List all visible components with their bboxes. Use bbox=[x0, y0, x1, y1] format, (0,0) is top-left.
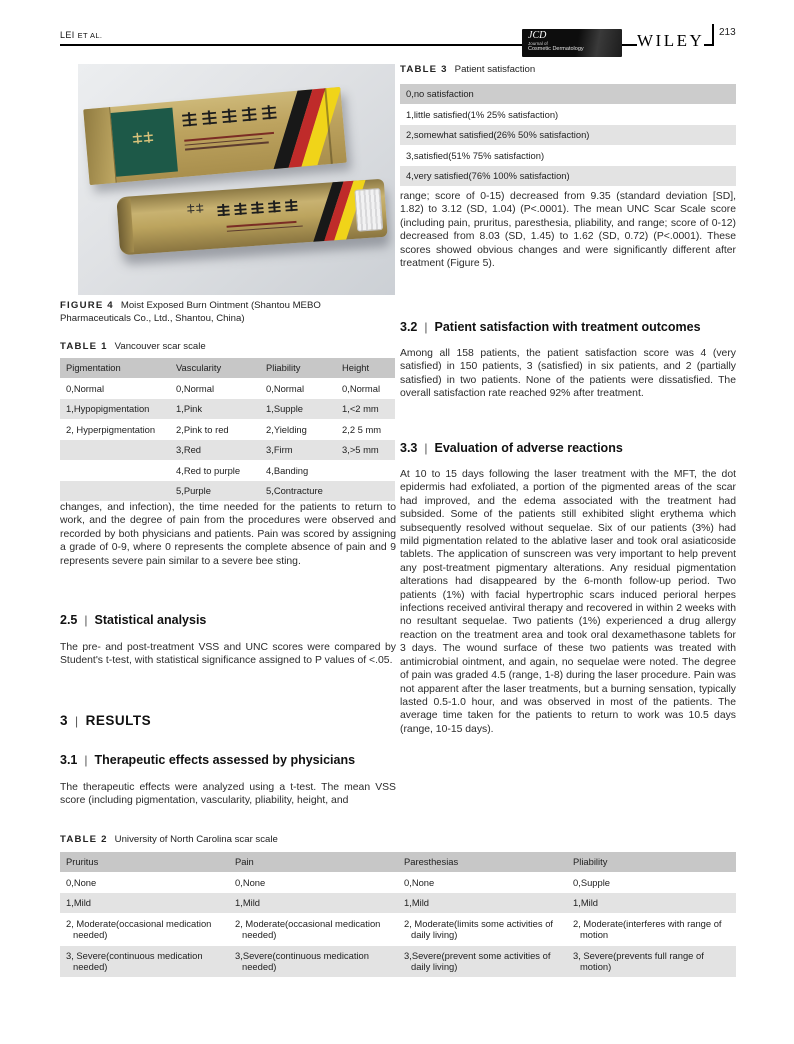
section-title: Patient satisfaction with treatment outcomes bbox=[434, 320, 701, 334]
table1-cell: 0,Normal bbox=[66, 382, 105, 394]
header-rule-mid bbox=[622, 44, 637, 46]
publisher-wordmark: WILEY bbox=[637, 31, 705, 50]
table2-cell: 1,Mild bbox=[235, 897, 261, 908]
table3-row bbox=[400, 105, 736, 126]
table1-cell: 5,Contracture bbox=[266, 485, 323, 496]
table2-cell: 3,Severe(continuous medication needed) bbox=[235, 949, 369, 972]
table2-row bbox=[60, 946, 736, 978]
figure4-caption-text: Moist Exposed Burn Ointment (Shantou MEBO Pharmaceuticals Co., Ltd., Shantou, China) bbox=[60, 300, 321, 324]
table1-row bbox=[60, 399, 395, 420]
running-head bbox=[60, 30, 102, 40]
heading-divider: | bbox=[424, 320, 428, 334]
table1-col-header: Pliability bbox=[266, 362, 301, 373]
brand-seal-chinese bbox=[132, 131, 155, 145]
table2-cell: 3, Severe(prevents full range of motion) bbox=[573, 949, 704, 972]
table1-cell: 4,Red to purple bbox=[176, 464, 241, 476]
table1-cell: 1,<2 mm bbox=[342, 403, 379, 414]
table2-cell: 2, Moderate(occasional medication needed) bbox=[235, 917, 381, 940]
running-head-authors: LEI bbox=[60, 30, 75, 40]
results-continuation-paragraph: range; score of 0-15) decreased from 9.35 (standard deviation [SD], 1.82) to 3.12 (SD, 1.04) (P<.0001). The mean UNC Scar Scale score (including pain, pruritus, paresthesia, pliability, and range; score of 0-12) decreased from 8.03 (SD, 1.45) to 1.62 (SD, 0.72) (P<.0001). These scores showed obvious changes and were significantly different after treatment (Figure 5). bbox=[400, 191, 736, 270]
section-3-heading bbox=[60, 713, 151, 728]
table3-cell: 0,no satisfaction bbox=[406, 88, 474, 99]
heading-divider: | bbox=[84, 613, 88, 627]
table3-row bbox=[400, 146, 736, 167]
table1-cell: 3,>5 mm bbox=[342, 444, 379, 455]
table2-cell: 2, Moderate(occasional medication needed) bbox=[66, 917, 212, 940]
box-product-name-chinese bbox=[182, 105, 277, 127]
table2-cell: 0,None bbox=[66, 876, 97, 888]
table3-cell: 1,little satisfied(1% 25% satisfaction) bbox=[406, 108, 559, 120]
running-head-etal: ET AL. bbox=[77, 31, 103, 40]
table1-cell: 2, Hyperpigmentation bbox=[66, 423, 156, 435]
tube-fine-print bbox=[226, 217, 307, 235]
table1-cell: 1,Supple bbox=[266, 403, 304, 414]
table1-cell bbox=[336, 481, 395, 501]
figure4-photo bbox=[78, 64, 395, 295]
header-rule-right bbox=[704, 44, 712, 46]
table3-cell: 4,very satisfied(76% 100% satisfaction) bbox=[406, 170, 570, 181]
table3-caption bbox=[400, 64, 535, 75]
table1-cell bbox=[60, 481, 170, 501]
table2-caption bbox=[60, 834, 278, 845]
table2-title: University of North Carolina scar scale bbox=[114, 834, 278, 845]
section-3-3-heading bbox=[400, 441, 623, 455]
table1 bbox=[60, 358, 395, 502]
table3-row bbox=[400, 166, 736, 187]
journal-name-line1: Journal of bbox=[528, 41, 548, 46]
table2-cell: 1,Mild bbox=[573, 897, 599, 908]
table2-row bbox=[60, 914, 736, 946]
header-rule-left bbox=[60, 44, 522, 46]
journal-logo bbox=[522, 29, 622, 57]
section-number: 3.3 bbox=[400, 441, 418, 455]
table1-cell: 3,Firm bbox=[266, 444, 293, 455]
heading-divider: | bbox=[424, 441, 428, 455]
table3-cell: 3,satisfied(51% 75% satisfaction) bbox=[406, 149, 545, 161]
table3-label: TABLE 3 bbox=[400, 64, 448, 75]
table1-cell: 0,Normal bbox=[342, 382, 381, 394]
table1-title: Vancouver scar scale bbox=[114, 341, 206, 352]
patient-satisfaction-paragraph: Among all 158 patients, the patient satisfaction score was 4 (very satisfied) in 150 patients, 3 (satisfied) in six patients, and 2 (partially satisfied) in two patients. None of the patients were dissatisfied. The overall satisfaction rate reached 92% after treatment. bbox=[400, 348, 736, 400]
table1-cell bbox=[336, 461, 395, 481]
table1-header-row bbox=[60, 358, 395, 379]
table2-header-row bbox=[60, 852, 736, 873]
section-3-2-heading bbox=[400, 320, 701, 334]
journal-name-line2: Cosmetic Dermatology bbox=[528, 46, 584, 52]
table3-row bbox=[400, 84, 736, 105]
table2-cell: 3,Severe(prevent some activities of daily living) bbox=[404, 949, 551, 972]
journal-abbr: JCD bbox=[528, 30, 547, 41]
section-3-1-heading bbox=[60, 753, 355, 767]
table2-cell: 3, Severe(continuous medication needed) bbox=[66, 949, 203, 972]
table2-col-header: Pruritus bbox=[66, 856, 99, 867]
table1-col-header: Height bbox=[342, 362, 370, 373]
therapeutic-effects-paragraph: The therapeutic effects were analyzed using a t-test. The mean VSS score (including pigmentation, vascularity, pliability, height, and bbox=[60, 782, 396, 807]
box-green-panel bbox=[111, 108, 178, 177]
page-number-rule bbox=[712, 24, 714, 46]
statistical-analysis-paragraph: The pre- and post-treatment VSS and UNC scores were compared by Student's t-test, with statistical significance assigned to P values of <.05. bbox=[60, 642, 396, 667]
table2-cell: 1,Mild bbox=[404, 897, 430, 908]
table2 bbox=[60, 852, 736, 978]
table1-row bbox=[60, 481, 395, 502]
section-2-5-heading bbox=[60, 613, 206, 627]
section-title: Evaluation of adverse reactions bbox=[434, 441, 623, 455]
table1-cell: 1,Hypopigmentation bbox=[66, 403, 150, 414]
table1-cell bbox=[60, 440, 170, 460]
table1-cell: 1,Pink bbox=[176, 403, 203, 414]
table2-cell: 0,Supple bbox=[573, 876, 611, 888]
page-number: 213 bbox=[719, 27, 736, 38]
ointment-box bbox=[83, 87, 347, 185]
table1-cell bbox=[60, 461, 170, 481]
table1-row bbox=[60, 440, 395, 461]
table1-caption bbox=[60, 341, 206, 352]
table1-row bbox=[60, 461, 395, 482]
table2-row bbox=[60, 873, 736, 894]
heading-divider: | bbox=[75, 714, 79, 728]
box-color-stripes bbox=[271, 87, 344, 177]
table1-cell: 3,Red bbox=[176, 444, 202, 455]
adverse-reactions-paragraph: At 10 to 15 days following the laser treatment with the MFT, the dot epidermis had exfoliated, a portion of the pigmented areas of the scar had improved, and the edema associated with the treatment had subsided. Some of the patients still exhibited slight erythema which subsequently resolved without sequelae. Six of our patients (3%) had mild pigmentation related to the ablative laser and took oral asiaticoside tablets. The application of sunscreen was very important to help prevent any post-treatment pigmentary alterations. Any residual pigmentation alterations had disappeared by the 6-month follow-up period. Two patients (1%) with facial hypertrophic scars induced perioral herpes infections received antiviral therapy and recovered in within 2 weeks with no resultant sequelae. Two patients (1%) experienced a drug allergy reaction on the treatment area and took oral dexamethasone tablets for 3 days. The wound surface of these two patients was treated with antimicrobial ointment, and again, no sequelae were noted. The degree of pain was graded 4.5 (range, 1-8) during the laser procedure. Pain was not apparent after the laser treatments, but a burning sensation, typically lasted 0.5-1.0 hour, and was observed in most of the patients. The average time taken for the patients to return to work was 10.5 days (range, 10-15 days). bbox=[400, 469, 736, 735]
tube-crimped-end bbox=[116, 198, 134, 253]
table3-row bbox=[400, 125, 736, 146]
heading-divider: | bbox=[84, 753, 88, 767]
tube-product-name-chinese bbox=[217, 199, 298, 217]
table2-cell: 2, Moderate(interferes with range of motion bbox=[573, 917, 722, 940]
table2-cell: 2, Moderate(limits some activities of daily living) bbox=[404, 917, 554, 940]
table3-title: Patient satisfaction bbox=[454, 64, 536, 75]
section-number: 3 bbox=[60, 713, 69, 728]
table3-cell: 2,somewhat satisfied(26% 50% satisfaction) bbox=[406, 129, 590, 140]
section-number: 3.1 bbox=[60, 753, 78, 767]
table1-row bbox=[60, 379, 395, 400]
section-title: Therapeutic effects assessed by physicians bbox=[94, 753, 356, 767]
table1-col-header: Pigmentation bbox=[66, 362, 121, 373]
table1-cell: 2,Pink to red bbox=[176, 423, 229, 435]
ointment-tube bbox=[116, 179, 387, 256]
table2-label: TABLE 2 bbox=[60, 834, 108, 845]
table1-cell: 2,2 5 mm bbox=[342, 423, 382, 435]
table2-col-header: Paresthesias bbox=[404, 856, 459, 867]
table2-cell: 0,None bbox=[404, 876, 435, 888]
section-number: 3.2 bbox=[400, 320, 418, 334]
tube-brand-seal-chinese bbox=[187, 203, 204, 213]
table3 bbox=[400, 84, 736, 187]
section-title: RESULTS bbox=[85, 713, 152, 728]
table1-cell: 4,Banding bbox=[266, 464, 309, 476]
table1-cell: 2,Yielding bbox=[266, 423, 307, 435]
table1-label: TABLE 1 bbox=[60, 341, 108, 352]
table1-col-header: Vascularity bbox=[176, 362, 222, 373]
table2-cell: 0,None bbox=[235, 876, 266, 888]
section-number: 2.5 bbox=[60, 613, 78, 627]
figure4-label: FIGURE 4 bbox=[60, 300, 114, 311]
table2-cell: 1,Mild bbox=[66, 897, 92, 908]
section-title: Statistical analysis bbox=[94, 613, 207, 627]
table1-cell: 0,Normal bbox=[266, 382, 305, 394]
methods-continuation-paragraph: changes, and infection), the time needed for the patients to return to work, and the degree of pain from the procedures were observed and recorded by both physicians and patients. Pain was scored by assigning a grade of 0-9, where 0 represents the complete absence of pain and 9 represents severe pain similar to a severe bee sting. bbox=[60, 502, 396, 567]
table2-row bbox=[60, 893, 736, 914]
table1-cell: 0,Normal bbox=[176, 382, 215, 394]
figure4-caption bbox=[60, 299, 370, 325]
table1-cell: 5,Purple bbox=[176, 485, 211, 496]
tube-cap bbox=[354, 188, 383, 232]
table1-row bbox=[60, 420, 395, 441]
table2-col-header: Pain bbox=[235, 856, 254, 867]
table2-col-header: Pliability bbox=[573, 856, 608, 867]
box-fine-print bbox=[184, 129, 277, 154]
